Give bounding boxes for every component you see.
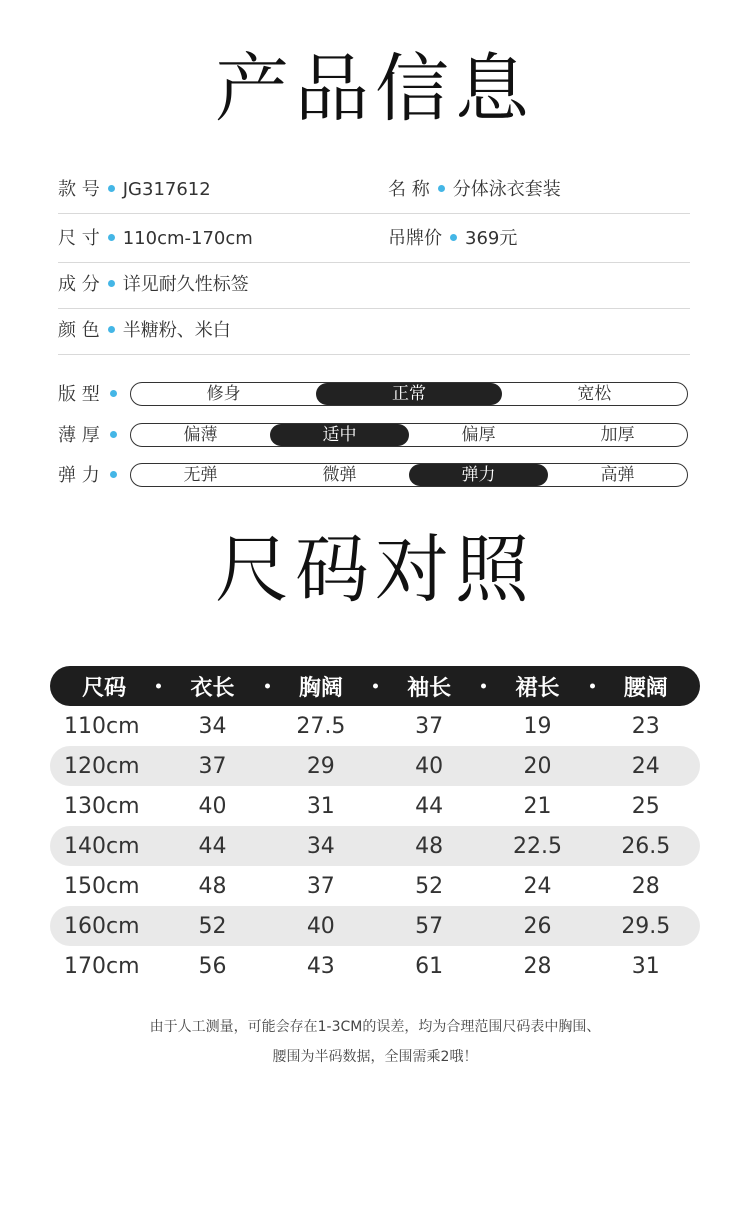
- attribute-label: [58, 463, 125, 489]
- attribute-scale: [130, 463, 688, 487]
- info-value: 369元: [465, 228, 518, 249]
- info-cell: [388, 167, 561, 213]
- measurement-cell: 26: [523, 913, 552, 939]
- attribute-label-text: 版 型: [58, 384, 100, 405]
- bullet-dot-icon: [108, 326, 115, 333]
- info-value: 110cm-170cm: [122, 228, 253, 249]
- info-label: 成 分: [58, 274, 100, 295]
- measurement-cell: 29.5: [621, 913, 671, 939]
- column-header: 衣长: [158, 671, 266, 702]
- table-row: [50, 826, 700, 866]
- measurement-cell: 24: [523, 873, 552, 899]
- size-table-header: [50, 666, 700, 706]
- measurement-cell: 28: [523, 953, 552, 979]
- measurement-cell: 37: [306, 873, 335, 899]
- info-value: 半糖粉、米白: [122, 320, 231, 341]
- measurement-cell: 22.5: [512, 833, 562, 859]
- info-label: 款 号: [58, 179, 100, 200]
- measurement-cell: 19: [523, 713, 552, 739]
- size-cell: 150cm: [64, 873, 140, 899]
- measurement-cell: 56: [198, 953, 227, 979]
- attribute-row: [58, 463, 688, 489]
- attribute-scale: [130, 382, 688, 406]
- measurement-cell: 34: [306, 833, 335, 859]
- column-header: 裙长: [483, 671, 591, 702]
- attribute-option: 加厚: [600, 425, 635, 445]
- measurement-cell: 48: [198, 873, 227, 899]
- bullet-dot-icon: [450, 234, 457, 241]
- size-chart-title: 尺码对照: [215, 527, 535, 613]
- info-row: [58, 308, 690, 355]
- attribute-option-selected: 弹力: [409, 464, 548, 486]
- bullet-dot-icon: [110, 390, 117, 397]
- info-cell: [58, 262, 249, 308]
- note-line: 由于人工测量，可能会存在1-3CM的误差，均为合理范围尺码表中胸围、: [149, 1019, 601, 1035]
- table-row: [50, 786, 700, 826]
- measurement-cell: 48: [415, 833, 444, 859]
- attribute-option: 宽松: [577, 384, 612, 404]
- info-cell: [388, 216, 517, 262]
- info-label: 尺 寸: [58, 228, 100, 249]
- attribute-label: [58, 382, 125, 408]
- measurement-cell: 31: [306, 793, 335, 819]
- table-row: [50, 706, 700, 746]
- measurement-cell: 25: [631, 793, 660, 819]
- attribute-option: 偏薄: [183, 425, 218, 445]
- measurement-cell: 29: [306, 753, 335, 779]
- info-cell: [58, 308, 231, 354]
- attribute-option: 无弹: [183, 465, 218, 485]
- info-row: [58, 216, 690, 263]
- product-info-title: 产品信息: [215, 46, 535, 132]
- size-table-body: [50, 706, 700, 986]
- size-table: [50, 666, 700, 986]
- info-row: [58, 262, 690, 309]
- measurement-cell: 52: [198, 913, 227, 939]
- column-header: 袖长: [375, 671, 483, 702]
- attribute-option-selected: 适中: [270, 424, 409, 446]
- info-cell: [58, 216, 253, 262]
- measurement-cell: 40: [198, 793, 227, 819]
- measurement-cell: 31: [631, 953, 660, 979]
- column-header: 胸阔: [267, 671, 375, 702]
- info-row: [58, 167, 690, 214]
- measurement-cell: 37: [198, 753, 227, 779]
- measurement-cell: 40: [415, 753, 444, 779]
- measurement-cell: 26.5: [621, 833, 671, 859]
- measurement-cell: 52: [415, 873, 444, 899]
- bullet-dot-icon: [108, 234, 115, 241]
- attribute-label-text: 弹 力: [58, 465, 100, 486]
- table-row: [50, 866, 700, 906]
- size-cell: 160cm: [64, 913, 140, 939]
- attribute-row: [58, 423, 688, 449]
- measurement-cell: 27.5: [296, 713, 346, 739]
- info-cell: [58, 167, 211, 213]
- measurement-cell: 37: [415, 713, 444, 739]
- measurement-cell: 44: [198, 833, 227, 859]
- column-header: 腰阔: [623, 675, 668, 701]
- column-header: 尺码: [50, 671, 158, 702]
- attribute-label-text: 薄 厚: [58, 425, 100, 446]
- size-cell: 140cm: [64, 833, 140, 859]
- info-value: JG317612: [122, 179, 211, 200]
- size-cell: 170cm: [64, 953, 140, 979]
- info-label: 吊牌价: [388, 228, 442, 249]
- attribute-option: 微弹: [322, 465, 357, 485]
- attribute-option: 修身: [206, 384, 241, 404]
- attribute-scale: [130, 423, 688, 447]
- measurement-cell: 23: [631, 713, 660, 739]
- measurement-cell: 57: [415, 913, 444, 939]
- note-line: 腰围为半码数据，全围需乘2哦！: [272, 1049, 478, 1065]
- attribute-option: 偏厚: [461, 425, 496, 445]
- table-row: [50, 946, 700, 986]
- bullet-dot-icon: [108, 185, 115, 192]
- size-cell: 120cm: [64, 753, 140, 779]
- bullet-dot-icon: [110, 471, 117, 478]
- bullet-dot-icon: [438, 185, 445, 192]
- bullet-dot-icon: [108, 280, 115, 287]
- measurement-cell: 24: [631, 753, 660, 779]
- attribute-option-selected: 正常: [316, 383, 501, 405]
- measurement-cell: 44: [415, 793, 444, 819]
- table-row: [50, 906, 700, 946]
- table-row: [50, 746, 700, 786]
- measurement-cell: 34: [198, 713, 227, 739]
- measurement-cell: 40: [306, 913, 335, 939]
- measurement-cell: 43: [306, 953, 335, 979]
- attribute-option: 高弹: [600, 465, 635, 485]
- bullet-dot-icon: [110, 431, 117, 438]
- info-value: 详见耐久性标签: [122, 274, 249, 295]
- measurement-cell: 21: [523, 793, 552, 819]
- measurement-cell: 61: [415, 953, 444, 979]
- attribute-label: [58, 423, 125, 449]
- measurement-cell: 20: [523, 753, 552, 779]
- info-label: 颜 色: [58, 320, 100, 341]
- measurement-cell: 28: [631, 873, 660, 899]
- attribute-row: [58, 382, 688, 408]
- info-label: 名 称: [388, 179, 430, 200]
- size-cell: 130cm: [64, 793, 140, 819]
- info-value: 分体泳衣套装: [452, 179, 561, 200]
- size-cell: 110cm: [64, 713, 140, 739]
